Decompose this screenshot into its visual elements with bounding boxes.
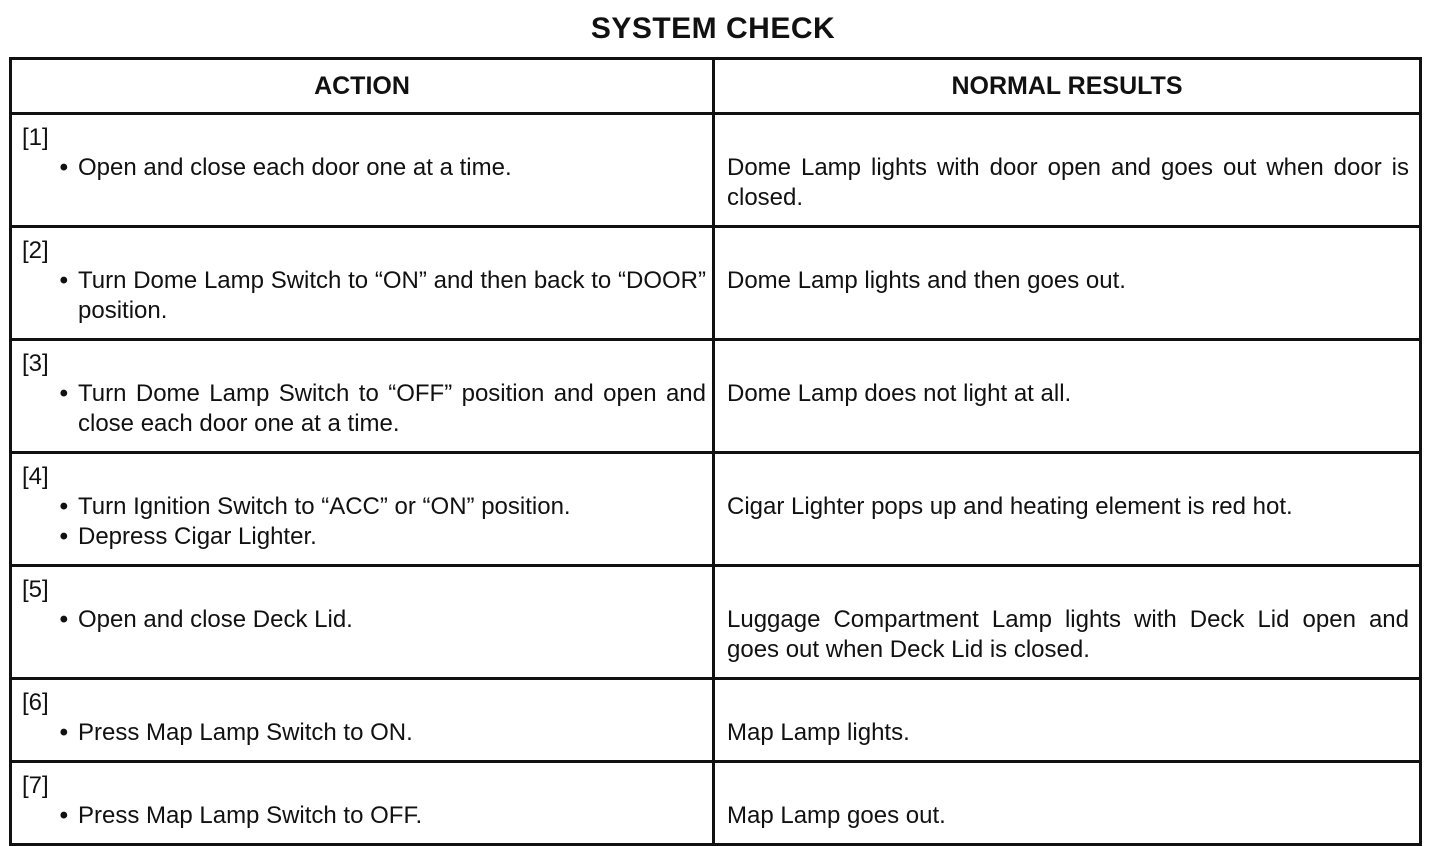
action-cell [11,114,714,227]
action-cell [11,679,714,762]
table-row [11,679,1421,762]
action-cell [11,340,714,453]
action-text: Depress Cigar Lighter. [78,523,317,550]
action-text: Open and close Deck Lid. [78,606,353,633]
result-text: Map Lamp goes out. [727,802,946,829]
action-cell [11,566,714,679]
bullet-icon: • [59,606,68,633]
bullet-icon: • [59,523,68,550]
action-item [22,605,706,635]
action-item [22,522,706,552]
step-number: [4] [22,463,49,490]
result-cell [714,340,1421,453]
table-row [11,114,1421,227]
action-item [22,718,706,748]
step-number: [3] [22,350,49,377]
result-cell [714,566,1421,679]
action-text: Turn Ignition Switch to “ACC” or “ON” position. [78,493,571,520]
step-number: [5] [22,576,49,603]
action-text: Press Map Lamp Switch to ON. [78,719,413,746]
result-cell [714,679,1421,762]
step-number: [1] [22,124,49,151]
result-text: Dome Lamp does not light at all. [727,380,1072,407]
action-cell [11,227,714,340]
action-text: Open and close each door one at a time. [78,154,512,181]
table-header-row [11,59,1421,114]
page-title: SYSTEM CHECK [590,12,836,45]
action-item [22,492,706,522]
result-cell [714,762,1421,845]
action-item [22,153,706,183]
system-check-table [9,57,1422,846]
bullet-icon: • [59,267,68,294]
bullet-icon: • [59,154,68,181]
action-cell [11,453,714,566]
action-text: Press Map Lamp Switch to OFF. [78,802,423,829]
table-row [11,227,1421,340]
action-item [22,801,706,831]
result-cell [714,227,1421,340]
step-number: [6] [22,689,49,716]
normal-results-column-header: NORMAL RESULTS [714,59,1421,114]
bullet-icon: • [59,493,68,520]
step-number: [2] [22,237,49,264]
table-row [11,453,1421,566]
result-cell [714,453,1421,566]
bullet-icon: • [59,380,68,407]
step-number: [7] [22,772,49,799]
bullet-icon: • [59,802,68,829]
action-cell [11,762,714,845]
result-text: Cigar Lighter pops up and heating element is red hot. [727,493,1293,520]
action-item [22,266,706,326]
action-text: Turn Dome Lamp Switch to “ON” and then back to “DOOR” position. [78,267,706,324]
result-text: Dome Lamp lights and then goes out. [727,267,1126,294]
action-text: Turn Dome Lamp Switch to “OFF” position and open and close each door one at a time. [78,380,706,437]
bullet-icon: • [59,719,68,746]
result-cell [714,114,1421,227]
table-row [11,340,1421,453]
result-text: Luggage Compartment Lamp lights with Deck Lid open and goes out when Deck Lid is closed. [727,606,1409,663]
result-text: Dome Lamp lights with door open and goes out when door is closed. [727,154,1409,211]
result-text: Map Lamp lights. [727,719,910,746]
action-item [22,379,706,439]
action-column-header: ACTION [11,59,714,114]
table-row [11,762,1421,845]
table-row [11,566,1421,679]
